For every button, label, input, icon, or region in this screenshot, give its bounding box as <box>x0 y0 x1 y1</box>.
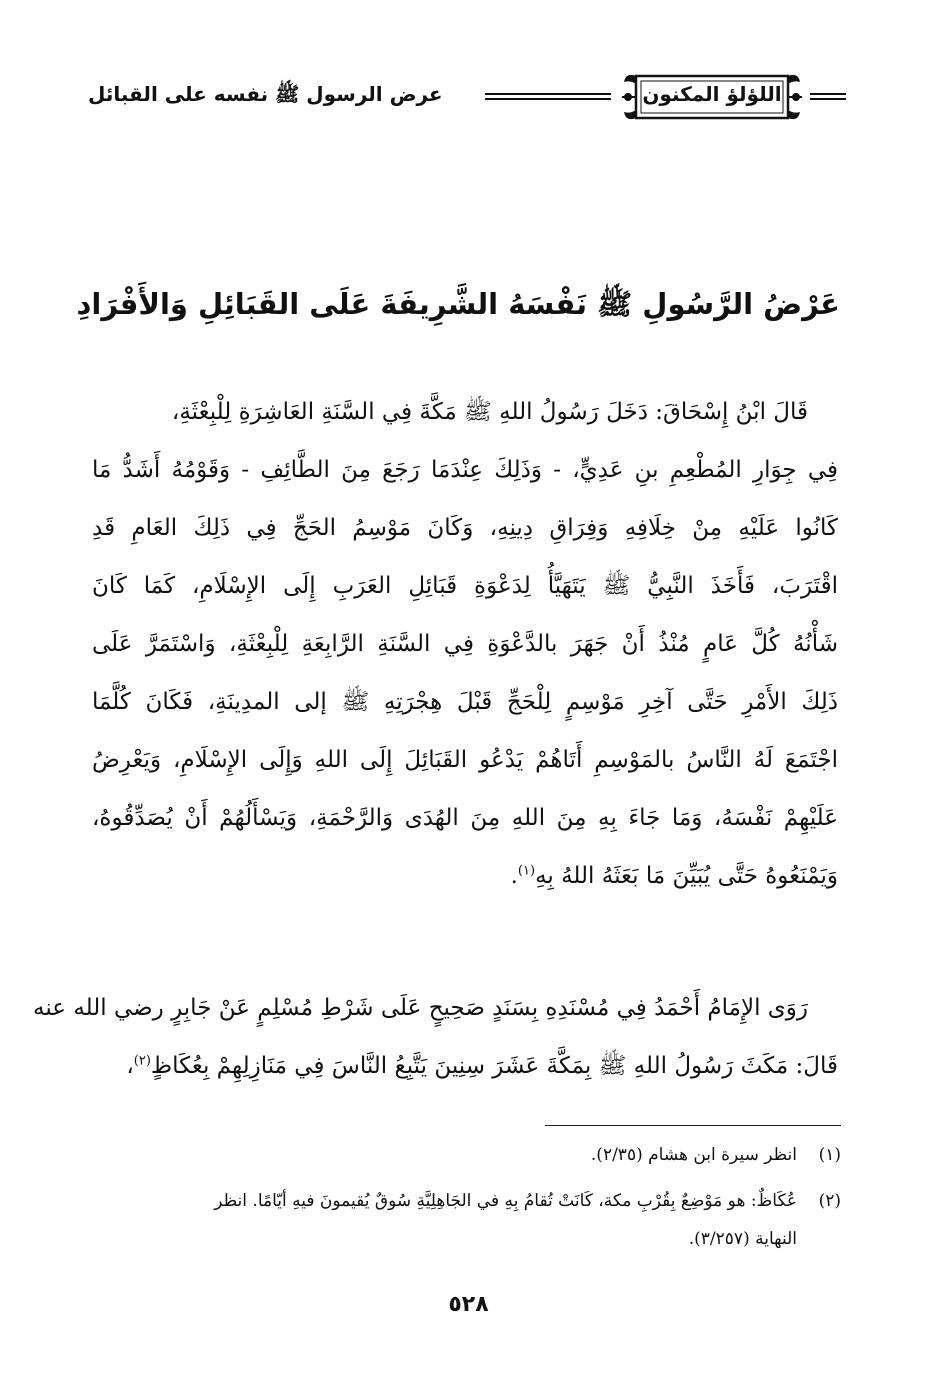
text-line: فِي جِوَارِ المُطْعِمِ بنِ عَدِيٍّ، - وَذَلِكَ عِنْدَمَا رَجَعَ مِنَ الطَّائِفِ - وَقَوْمُهُ أَشَدُّ مَا <box>92 457 838 483</box>
footnote-2 <box>99 1184 841 1218</box>
header-rule-left <box>485 93 611 100</box>
footnote-number: (٢) <box>818 1191 841 1211</box>
sentence-end: . <box>510 863 518 889</box>
footnote-text: عُكَاظٌ: هو مَوْضِعٌ بِقُرْبِ مكة، كَانَتْ تُقامُ بِهِ في الجَاهِلِيَّةِ سُوقٌ يُقيمونَ فيهِ أيّامًا. انظر <box>214 1191 797 1211</box>
text-line-content: قَالَ: مَكَثَ رَسُولُ اللهِ ﷺ بِمَكَّةَ عَشَرَ سِنِينَ يَتَّبِعُ النَّاسَ فِي مَنَازِلِهِمْ بِعُكَاظٍ <box>150 1053 838 1079</box>
footnote-2-continued <box>99 1222 841 1256</box>
footnote-divider <box>545 1125 841 1126</box>
text-line-content: وَيَمْنَعُوهُ حَتَّى يُبَيِّنَ مَا بَعَثَهُ اللهُ بِهِ <box>535 863 838 889</box>
text-line: كَانُوا عَلَيْهِ مِنْ خِلَافِهِ وَفِرَاقِ دِينِهِ، وَكَانَ مَوْسِمُ الحَجِّ فِي ذَلِكَ العَامِ قَدِ <box>92 515 838 541</box>
footnote-number: (١) <box>818 1145 841 1165</box>
page-number: ٥٢٨ <box>448 1292 489 1317</box>
header-rule-right <box>810 93 846 100</box>
footnote-text: انظر سيرة ابن هشام (٢/٣٥). <box>590 1145 797 1165</box>
book-title-cartouche <box>622 68 802 126</box>
footnote-ref-2[interactable]: (٢) <box>133 1053 151 1069</box>
text-line: عَلَيْهِمْ نَفْسَهُ، وَمَا جَاءَ بِهِ مِنَ اللهِ مِنَ الهُدَى وَالرَّحْمَةِ، وَيَسْأَلُهُمْ أَنْ يُصَدِّقُوهُ، <box>92 805 838 831</box>
footnote-ref-1[interactable]: (١) <box>517 863 536 879</box>
text-line: رَوَى الإِمَامُ أَحْمَدُ فِي مُسْنَدِهِ بِسَنَدٍ صَحِيحٍ عَلَى شَرْطِ مُسْلِمٍ عَنْ جَابِرٍ رضي الله عنه <box>33 995 808 1021</box>
sentence-end: ، <box>126 1053 134 1079</box>
text-line: اجْتَمَعَ لَهُ النَّاسُ بالمَوْسِمِ أَتَاهُمْ يَدْعُو القَبَائِلَ إِلَى اللهِ وَإِلَى الإِسْلَامِ، وَيَعْرِضُ <box>92 747 838 773</box>
running-header <box>88 62 846 132</box>
footnote-text: النهاية (٣/٢٥٧). <box>688 1229 797 1249</box>
footnote-1 <box>99 1138 841 1172</box>
book-title: اللؤلؤ المكنون <box>642 82 782 106</box>
chapter-title: عرض الرسول ﷺ نفسه على القبائل <box>88 82 443 106</box>
text-line <box>92 852 838 900</box>
text-line: اقْتَرَبَ، فَأَخَذَ النَّبِيُّ ﷺ يَتَهَيَّأُ لِدَعْوَةِ قَبَائِلِ العَرَبِ إِلَى الإِسْلَامِ، كَمَا كَانَ <box>92 573 838 599</box>
text-line: ذَلِكَ الأَمْرِ حَتَّى آخِرِ مَوْسِمٍ لِلْحَجِّ قَبْلَ هِجْرَتِهِ ﷺ إلى المدِينَةِ، فَكَانَ كُلَّمَا <box>92 689 838 715</box>
section-title: عَرْضُ الرَّسُولِ ﷺ نَفْسَهُ الشَّرِيفَةَ عَلَى القَبَائِلِ وَالأَفْرَادِ <box>76 287 840 321</box>
text-line: شَأْنُهُ كُلَّ عَامٍ مُنْذُ أَنْ جَهَرَ بالدَّعْوَةِ فِي السَّنَةِ الرَّابِعَةِ لِلْبِعْثَةِ، وَاسْتَمَرَّ عَلَى <box>92 631 838 657</box>
text-line: قَالَ ابْنُ إِسْحَاقَ: دَخَلَ رَسُولُ اللهِ ﷺ مَكَّةَ فِي السَّنَةِ العَاشِرَةِ لِلْبِعْثَةِ، <box>171 399 808 425</box>
chapter-running-title <box>88 81 448 107</box>
text-line <box>92 1042 838 1090</box>
